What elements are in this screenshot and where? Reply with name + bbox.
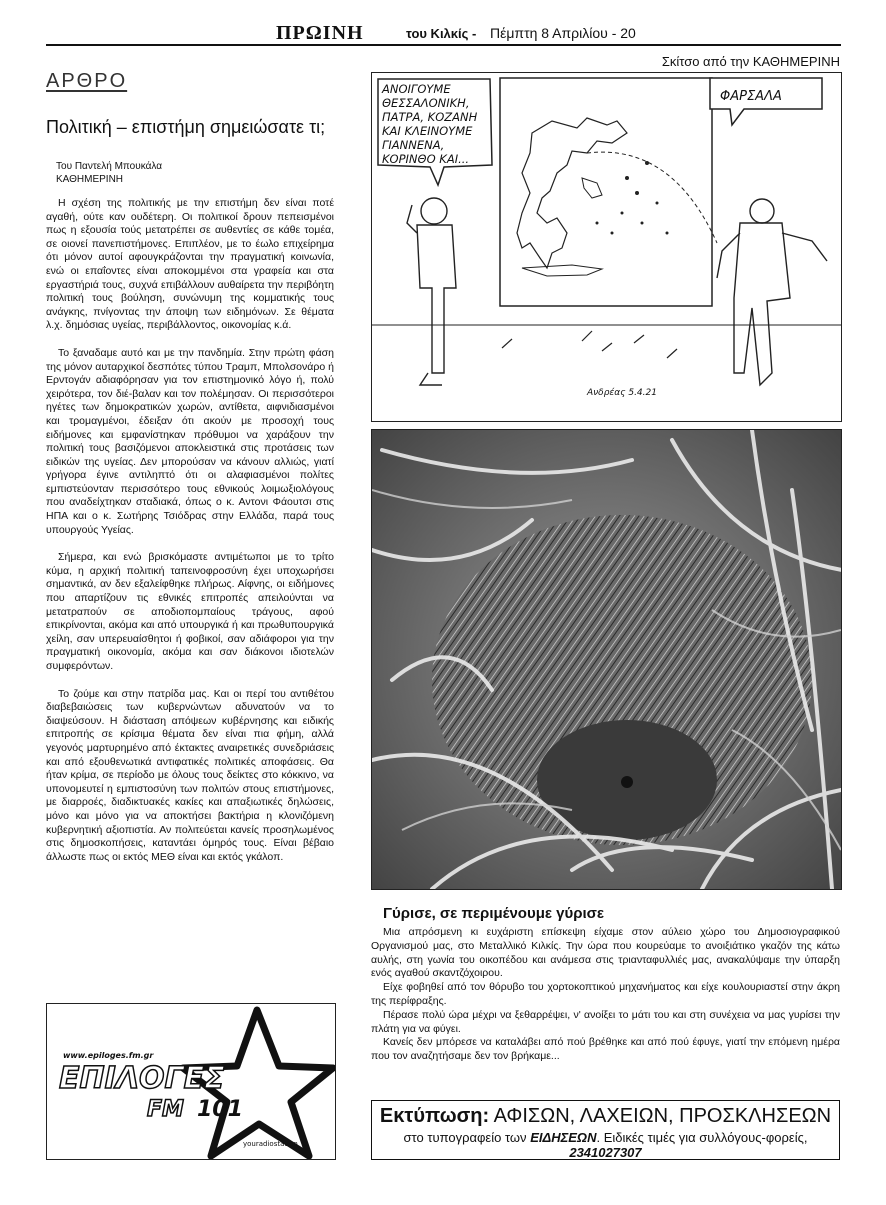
print-line2-prefix: στο τυπογραφείο των bbox=[403, 1130, 527, 1145]
cartoon-signature: Ανδρέας 5.4.21 bbox=[587, 388, 657, 398]
source: ΚΑΘΗΜΕΡΙΝΗ bbox=[56, 174, 124, 185]
photo-story-paragraph: Μια απρόσμενη κι ευχάριστη επίσκεψη είχαμε στον αύλειο χώρο του Δημοσιογραφικού Οργανισμού μας, στο Μεταλλικό Κιλκίς. Την ώρα που κουρεύαμε το ανοιξιάτικο γκαζόν της κάτω αυλής, στη γωνία του οικοπέδου και ανάμεσα στις τριανταφυλλιές μας, ανακαλύψαμε την ύπαρξη ενός αγαθού σκαντζόχοιρου. bbox=[371, 926, 840, 980]
print-items: ΑΦΙΣΩΝ, ΛΑΧΕΙΩΝ, ΠΡΟΣΚΛΗΣΕΩΝ bbox=[493, 1105, 832, 1127]
radio-url: www.epiloges.fm.gr bbox=[63, 1051, 154, 1060]
author: Του Παντελή Μπουκάλα bbox=[56, 161, 162, 172]
hedgehog-image bbox=[372, 430, 841, 889]
date-page: Πέμπτη 8 Απριλίου - 20 bbox=[490, 25, 636, 41]
cartoon-drawing bbox=[372, 73, 841, 421]
article-paragraph: Το ζούμε και στην πατρίδα μας. Και οι περί του αντιθέτου διαβεβαιώσεις των κυβερνώντων αδυνατούν να το διαψεύσουν. Η διάσταση απόψεων κυβέρνησης και ειδικής επιτροπής σε κρίσιμα θέματα δεν είναι πια φήμη, αλλά γεγονός μαρτυρημένο από έκτακτες αναιρετικές συνεδριάσεις και από εξουθενωτικά αντιφατικές πολιτικές αποφάσεις. Θα ήταν κρίμα, σε περίοδο με όλους τους δείκτες στο κόκκινο, να υπονομευτεί η εμπιστοσύνη των πολιτών στους επιστήμονες, με διαρροές, διαδικτυακές κακίες και απαξιωτικές δηλώσεις, μόνο και μόνο για να αποκτήσει βακτήρια η κλονιζόμενη κυβερνητική αξιοπιστία. Αν πολιτεύεται κανείς προσηλωμένος στις δημοσκοπήσεις, καταντάει όμηρός τους. Είναι βέβαιο άλλωστε πως οι εκτός ΜΕΘ είναι και εκτός γκάλοπ. bbox=[46, 687, 334, 863]
photo-story-paragraph: Κανείς δεν μπόρεσε να καταλάβει από πού βρέθηκε και από πού έφυγε, γιατί την επόμενη ημέρα που τον αναζητήσαμε δεν τον βρήκαμε... bbox=[371, 1036, 840, 1063]
print-label: Εκτύπωση: bbox=[379, 1105, 490, 1127]
print-phone: 2341027307 bbox=[569, 1145, 642, 1160]
hedgehog-photo bbox=[371, 429, 842, 890]
newspaper-name: ΠΡΩΙΝΗ bbox=[276, 22, 364, 44]
radio-fm: FM bbox=[147, 1097, 184, 1122]
print-brand: ΕΙΔΗΣΕΩΝ bbox=[530, 1130, 597, 1145]
radio-name: ΕΠΙΛΟΓΕΣ bbox=[59, 1061, 225, 1096]
cartoon-bubble-right: ΦΑΡΣΑΛΑ bbox=[720, 89, 782, 104]
print-line2-suffix: . Ειδικές τιμές για συλλόγους-φορείς, bbox=[596, 1130, 808, 1145]
photo-story-title: Γύρισε, σε περιμένουμε γύρισε bbox=[383, 905, 605, 922]
photo-story-paragraph: Πέρασε πολύ ώρα μέχρι να ξεθαρρέψει, ν' ανοίξει το μάτι του και στη συνέχεια να μας γυρίσει την πλάτη για να φύγει. bbox=[371, 1008, 840, 1035]
print-shop-line2 bbox=[372, 1130, 839, 1160]
article-paragraph: Σήμερα, και ενώ βρισκόμαστε αντιμέτωποι με το τρίτο κύμα, η αρχική πολιτική ταπεινοφροσύνη έχει υποχωρήσει σημαντικά, αν δεν εξαλείφθηκε πλήρως. Αίφνης, οι ειδήμονες που απαρτίζουν τις εθνικές επιτροπές απειλούνται να μετατραπούν σε αποδιοπομπαίους τράγους, αφού επικρίνονται, ακόμα και από υπουργικά ή και πρωθυπουργικά χείλη, σαν υπερευαίσθητοι ή φοβικοί, σαν αδιάφοροι για την πραγματική οικονομία, ακόμα και σαν διάκονοι ιδιοτελών συμφερόντων. bbox=[46, 551, 334, 672]
section-label: ΑΡΘΡΟ bbox=[46, 70, 128, 92]
radio-tagline: youradiostation bbox=[243, 1140, 298, 1148]
sketch-credit: Σκίτσο από την ΚΑΘΗΜΕΡΙΝΗ bbox=[661, 54, 840, 69]
photo-story-paragraph: Είχε φοβηθεί από τον θόρυβο του χορτοκοπτικού μηχανήματος και είχε κουλουριαστεί στην άκρη της περίφραξης. bbox=[371, 981, 840, 1007]
radio-ad-graphic bbox=[47, 1004, 335, 1159]
photo-story-body bbox=[371, 926, 840, 1064]
article-title: Πολιτική – επιστήμη σημειώσατε τι; bbox=[46, 117, 326, 137]
byline bbox=[56, 160, 162, 186]
page-header bbox=[46, 22, 841, 46]
cartoon bbox=[371, 72, 842, 422]
article-paragraph: Το ξαναδαμε αυτό και με την πανδημία. Στην πρώτη φάση της μόνον αυταρχικοί δεσπότες τύπου Τραμπ, Μπολσονάρο ή Ερντογάν αδιαφόρησαν για τον επιστημονικό λόγο ή, πολύ χειρότερα, τον διέ-βαλαν και τον πολέμησαν. Οι περισσότεροι ηγέτες των δημοκρατικών χωρών, αντίθετα, αιφνιδιασμένοι και τρομαγμένοι, έδειξαν ότι ακούν με προσοχή τους ειδήμονες και εμφανίστηκαν πρόθυμοι να χαράξουν την πολιτική τους βασιζόμενοι αποκλειστικά στις προτάσεις των ειδικών της υγείας. Δεν μπορούσαν να κάνουν αλλιώς, γιατί γρήγορα έγινε αντιληπτό ότι οι αλαφιασμένοι πολίτες εμπιστεύονταν περισσότερο τους εθνικούς λοιμωξιολόγους που αναδείχτηκαν σταδιακά, όπως ο κ. Αντονι Φάουτσι στις ΗΠΑ και ο κ. Σωτήρης Τσιόδρας στην Ελλάδα, παρά τους υπουργούς Υγείας. bbox=[46, 346, 334, 536]
article-body bbox=[46, 197, 334, 878]
print-shop-ad bbox=[371, 1100, 840, 1160]
newspaper-subtitle: του Κιλκίς - bbox=[406, 26, 477, 41]
radio-ad bbox=[46, 1003, 336, 1160]
cartoon-bubble-left: ΑΝΟΙΓΟΥΜΕ ΘΕΣΣΑΛΟΝΙΚΗ, ΠΑΤΡΑ, ΚΟΖΑΝΗ ΚΑΙ ΚΛΕΙΝΟΥΜΕ ΓΙΑΝΝΕΝΑ, ΚΟΡΙΝΘΟ ΚΑΙ... bbox=[382, 82, 478, 166]
radio-frequency: 101 bbox=[197, 1097, 243, 1122]
article-paragraph: Η σχέση της πολιτικής με την επιστήμη δεν είναι ποτέ αγαθή, ούτε καν ουδέτερη. Οι πολιτικοί δρουν πεπεισμένοι πως η εξουσία τούς μετατρέπει σε αυθεντίες σε κάθε τομέα, σε οιονεί πανεπιστήμονες. Επιπλέον, με το έωλο επιχείρημα ότι μόνον αυτοί αφουγκράζονται την πραγματική κοινωνία, ενώ οι επαΐοντες είναι αποκομμένοι στα γραφεία και στα εργαστήριά τους, συχνά επιβάλλουν αυθαίρετα την περιβόητη πολιτική τους βούληση, συνώνυμη της κομματικής τους ανάγκης, πνίγοντας την άποψη των ειδημόνων. Σε θέματα λ.χ. δημόσιας υγείας, περιβάλλοντος, οικονομίας κ.ά. bbox=[46, 197, 334, 332]
print-shop-line1 bbox=[372, 1105, 839, 1128]
